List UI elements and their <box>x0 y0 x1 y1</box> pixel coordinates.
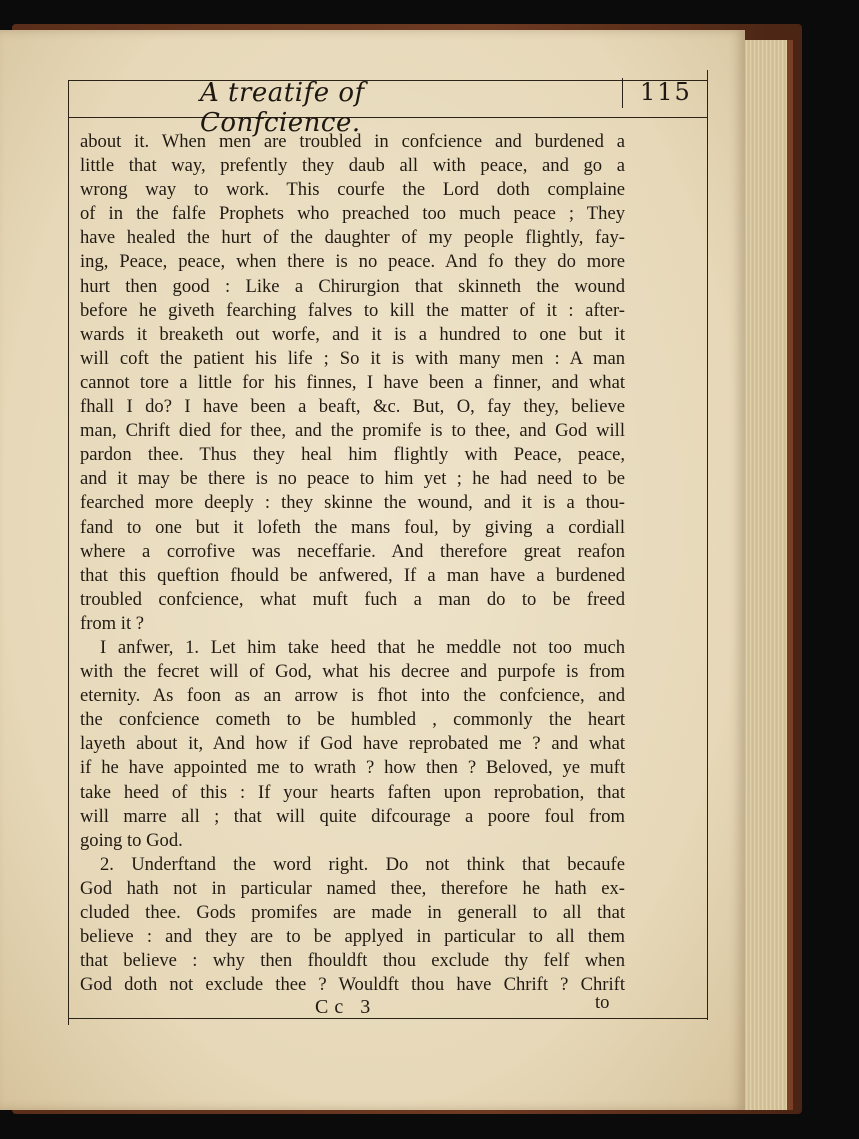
text-line: and it may be there is no peace to him yet ; he had need to be <box>80 468 625 490</box>
text-line: have healed the hurt of the daughter of my people flightly, fay- <box>80 227 625 249</box>
text-line: ing, Peace, peace, when there is no peace. And fo they do more <box>80 251 625 273</box>
text-line: 2. Underftand the word right. Do not think that becaufe <box>100 853 625 875</box>
text-line: cannot tore a little for his finnes, I have been a finner, and what <box>80 371 625 393</box>
body-text <box>80 130 625 997</box>
text-line: with the fecret will of God, what his decree and purpofe is from <box>80 661 625 683</box>
text-line: take heed of this : If your hearts faften upon reprobation, that <box>80 781 625 803</box>
text-line: troubled confcience, what muft fuch a man do to be freed <box>80 588 625 610</box>
text-line: going to God. <box>80 829 183 851</box>
text-line: that this queftion fhould be anfwered, If a man have a burdened <box>80 564 625 586</box>
text-line: fand to one but it lofeth the mans foul, by giving a cordiall <box>80 516 625 538</box>
frame-rule-right <box>707 70 708 1020</box>
text-line: wrong way to work. This courfe the Lord doth complaine <box>80 179 625 201</box>
text-line: wards it breaketh out worfe, and it is a hundred to one but it <box>80 323 625 345</box>
text-line: from it ? <box>80 612 145 634</box>
text-line: will coft the patient his life ; So it is with many men : A man <box>80 347 625 369</box>
frame-rule-bottom <box>68 1018 708 1019</box>
text-line: the confcience cometh to be humbled , commonly the heart <box>80 709 625 731</box>
running-title: A treatife of Confcience. <box>200 78 365 138</box>
text-line: about it. When men are troubled in confcience and burdened a <box>80 131 625 152</box>
signature-mark: Cc 3 <box>315 996 377 1018</box>
text-line: eternity. As foon as an arrow is fhot into the confcience, and <box>80 685 625 707</box>
text-line: cluded thee. Gods promifes are made in generall to all that <box>80 902 625 923</box>
text-line: I anfwer, 1. Let him take heed that he meddle not too much <box>100 636 625 658</box>
text-line: before he giveth fearching falves to kill the matter of it : after- <box>80 299 625 321</box>
text-line: of in the falfe Prophets who preached too much peace ; They <box>80 203 625 225</box>
text-line: if he have appointed me to wrath ? how then ? Beloved, ye muft <box>80 757 625 779</box>
text-line: where a corrofive was neceffarie. And therefore great reafon <box>80 540 625 562</box>
text-line: little that way, prefently they daub all with peace, and go a <box>80 155 625 177</box>
text-line: God doth not exclude thee ? Wouldft thou have Chrift ? Chrift <box>80 974 625 996</box>
text-line: fearched more deeply : they skinne the wound, and it is a thou- <box>80 492 625 514</box>
text-line: layeth about it, And how if God have reprobated me ? and what <box>80 733 625 755</box>
frame-rule-left <box>68 80 69 1025</box>
text-line: hurt then good : Like a Chirurgion that skinneth the wound <box>80 275 625 297</box>
text-line: believe : and they are to be applyed in particular to all them <box>80 926 625 948</box>
catchword: to <box>595 992 610 1013</box>
text-line: will marre all ; that will quite difcourage a poore foul from <box>80 805 625 827</box>
page-number: 115 <box>640 78 692 106</box>
text-line: pardon thee. Thus they heal him flightly with Peace, peace, <box>80 444 625 466</box>
text-line: that believe : why then fhouldft thou exclude thy felf when <box>80 950 625 972</box>
text-line: God hath not in particular named thee, therefore he hath ex- <box>80 877 625 899</box>
text-line: fhall I do? I have been a beaft, &c. But, O, fay they, believe <box>80 396 625 418</box>
page-number-divider <box>622 78 623 108</box>
text-line: man, Chrift died for thee, and the promife is to thee, and God will <box>80 420 625 442</box>
